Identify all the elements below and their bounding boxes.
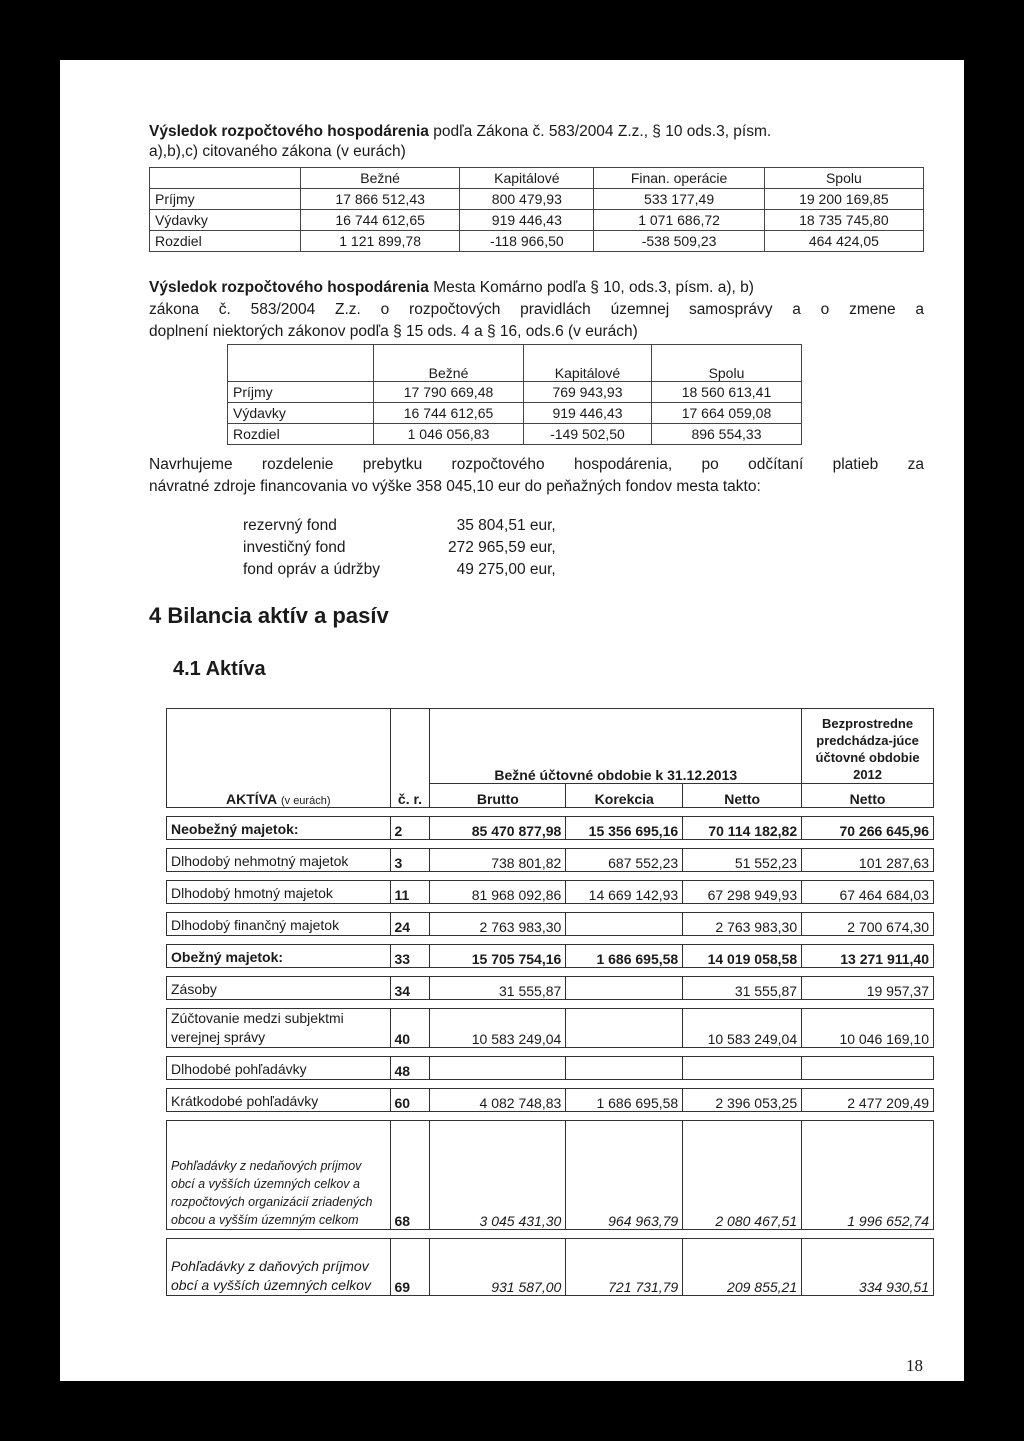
table-cell: 1 071 686,72 [594,210,764,231]
spacer-cell [683,808,802,817]
fund-name: fond opráv a údržby [243,561,381,578]
table-cell: 10 583 249,04 [430,1009,566,1048]
spacer-cell [683,1080,802,1089]
row-number: 24 [390,913,430,936]
spacer-cell [566,1048,683,1057]
row-number: 11 [390,881,430,904]
row-label: Rozdiel [228,424,374,445]
spacer-cell [390,1112,430,1121]
spacer-cell [802,1048,934,1057]
table-cell: 81 968 092,86 [430,881,566,904]
table-cell: 18 560 613,41 [651,382,801,403]
row-number: 3 [390,849,430,872]
spacer-cell [566,904,683,913]
row-label: Dlhodobý hmotný majetok [167,881,391,904]
table-cell: 2 080 467,51 [683,1121,802,1230]
table-cell: 2 700 674,30 [802,913,934,936]
spacer-cell [430,1230,566,1239]
spacer-cell [390,1080,430,1089]
row-label: Príjmy [228,382,374,403]
table-cell [566,913,683,936]
sub-header-netto-prev: Netto [802,783,934,807]
fund-amount: 272 965,59 eur, [448,539,556,556]
section1-title-line2: a),b),c) citovaného zákona (v eurách) [149,143,406,160]
table-cell: 17 664 059,08 [651,403,801,424]
table-row [167,1009,934,1048]
spacer-cell [430,1048,566,1057]
fund-name: investičný fond [243,539,346,556]
spacer-cell [802,1112,934,1121]
current-period-header: Bežné účtovné obdobie k 31.12.2013 [430,709,802,784]
spacer-cell [430,840,566,849]
section2-title-line2: zákona č. 583/2004 Z.z. o rozpočtových pravidlách územnej samosprávy a o zmene a [149,301,924,318]
spacer-cell [566,872,683,881]
table-cell: 16 744 612,65 [301,210,460,231]
spacer-cell [566,1230,683,1239]
spacer-cell [683,936,802,945]
table-cell: 1 046 056,83 [374,424,524,445]
table-cell: 721 731,79 [566,1239,683,1296]
table-cell [802,1057,934,1080]
spacer-cell [802,1000,934,1009]
table-cell: 2 763 983,30 [683,913,802,936]
row-number: 33 [390,945,430,968]
spacer-cell [683,1000,802,1009]
table-header-cell: Finan. operácie [594,168,764,189]
table-cell: 51 552,23 [683,849,802,872]
table-cell: -118 966,50 [460,231,594,252]
section2-title-line3: doplnení niektorých zákonov podľa § 15 ods. 4 a § 16, ods.6 (v eurách) [149,323,638,340]
spacer-cell [430,936,566,945]
fund-row [243,559,556,581]
spacer-cell [390,840,430,849]
table-cell: -538 509,23 [594,231,764,252]
sub-header-korekcia: Korekcia [566,783,683,807]
table-cell: 769 943,93 [524,382,652,403]
spacer-cell [430,1000,566,1009]
row-spacer [167,1048,934,1057]
spacer-cell [167,872,391,881]
fund-row [243,515,556,537]
spacer-cell [683,1112,802,1121]
section1-title [149,122,771,142]
section2-title [149,278,754,298]
table-cell: 2 477 209,49 [802,1089,934,1112]
table-header-cell: Spolu [651,345,801,382]
table-cell: 14 019 058,58 [683,945,802,968]
spacer-cell [683,1230,802,1239]
spacer-cell [802,1230,934,1239]
spacer-cell [683,872,802,881]
table-cell: 2 396 053,25 [683,1089,802,1112]
table-row [167,913,934,936]
spacer-cell [167,840,391,849]
table-header-cell: Spolu [764,168,923,189]
table-cell: 10 046 169,10 [802,1009,934,1048]
row-spacer [167,936,934,945]
spacer-cell [390,936,430,945]
spacer-cell [167,1048,391,1057]
row-spacer [167,1112,934,1121]
table-cell: 1 996 652,74 [802,1121,934,1230]
spacer-cell [802,872,934,881]
table-row [150,231,924,252]
row-label: Krátkodobé pohľadávky [167,1089,391,1112]
spacer-cell [566,1112,683,1121]
table-cell: 13 271 911,40 [802,945,934,968]
section2-title-rest: Mesta Komárno podľa § 10, ods.3, písm. a), b) [428,279,754,296]
spacer-cell [802,936,934,945]
table-cell: 334 930,51 [802,1239,934,1296]
table-row [167,945,934,968]
table-row [167,1057,934,1080]
section2-table [227,344,802,445]
col-cr-header: č. r. [390,709,430,808]
spacer-cell [430,904,566,913]
row-spacer [167,904,934,913]
spacer-cell [802,840,934,849]
row-number: 69 [390,1239,430,1296]
row-number: 60 [390,1089,430,1112]
table-cell: 18 735 745,80 [764,210,923,231]
row-label: Obežný majetok: [167,945,391,968]
table-cell: 4 082 748,83 [430,1089,566,1112]
spacer-cell [802,904,934,913]
row-number: 68 [390,1121,430,1230]
table-cell: 31 555,87 [683,977,802,1000]
table-cell: 19 957,37 [802,977,934,1000]
col-aktiva-label: AKTÍVA [226,791,278,807]
spacer-cell [390,904,430,913]
prev-period-header: Bezprostredne predchádza-júce účtovné obdobie 2012 [802,709,934,784]
table-cell: 67 464 684,03 [802,881,934,904]
row-label: Zúčtovanie medzi subjektmi verejnej správy [167,1009,391,1048]
spacer-cell [167,808,391,817]
spacer-cell [566,936,683,945]
table-cell [566,1009,683,1048]
section1-table [149,167,924,252]
row-number: 40 [390,1009,430,1048]
table-cell: 687 552,23 [566,849,683,872]
spacer-cell [430,808,566,817]
row-spacer [167,1230,934,1239]
spacer-cell [802,968,934,977]
table-cell: 931 587,00 [430,1239,566,1296]
col-aktiva-header [167,709,391,808]
table-cell: 67 298 949,93 [683,881,802,904]
spacer-cell [167,1080,391,1089]
section1-title-bold: Výsledok rozpočtového hospodárenia [149,123,429,140]
table-header-cell: Kapitálové [524,345,652,382]
col-aktiva-unit: (v eurách) [280,795,331,807]
row-number: 34 [390,977,430,1000]
spacer-cell [802,1080,934,1089]
row-label: Príjmy [150,189,301,210]
spacer-cell [802,808,934,817]
row-label: Výdavky [150,210,301,231]
table-cell: 533 177,49 [594,189,764,210]
spacer-cell [390,1230,430,1239]
table-cell: 10 583 249,04 [683,1009,802,1048]
table-cell: 919 446,43 [460,210,594,231]
document-page [60,60,964,1381]
table-cell: 1 121 899,78 [301,231,460,252]
proposal-line2: návratné zdroje financovania vo výške 358 045,10 eur do peňažných fondov mesta takto: [149,478,761,495]
heading-section-4: 4 Bilancia aktív a pasív [149,603,389,628]
table-cell: 2 763 983,30 [430,913,566,936]
table-cell: 16 744 612,65 [374,403,524,424]
table-header-row [228,345,802,382]
row-spacer [167,968,934,977]
row-label: Dlhodobý finančný majetok [167,913,391,936]
proposal-line1: Navrhujeme rozdelenie prebytku rozpočtového hospodárenia, po odčítaní platieb za [149,456,924,473]
spacer-cell [566,1000,683,1009]
table-cell: 3 045 431,30 [430,1121,566,1230]
fund-row [243,537,556,559]
spacer-cell [566,968,683,977]
table-cell: 800 479,93 [460,189,594,210]
section1-title-rest: podľa Zákona č. 583/2004 Z.z., § 10 ods.3, písm. [428,123,772,140]
fund-amount: 49 275,00 eur, [456,561,556,578]
assets-table [166,708,934,1296]
spacer-cell [390,872,430,881]
spacer-cell [390,1000,430,1009]
spacer-cell [167,1230,391,1239]
assets-header-row [167,709,934,784]
section2-title-bold: Výsledok rozpočtového hospodárenia [149,279,429,296]
table-header-cell [150,168,301,189]
sub-header-brutto: Brutto [430,783,566,807]
assets-rows [167,808,934,1296]
row-label: Pohľadávky z daňových príjmov obcí a vyšších územných celkov [167,1239,391,1296]
table-cell: -149 502,50 [524,424,652,445]
row-number: 2 [390,817,430,840]
spacer-cell [390,808,430,817]
row-label: Dlhodobé pohľadávky [167,1057,391,1080]
row-spacer [167,872,934,881]
spacer-cell [683,968,802,977]
table-header-row [150,168,924,189]
spacer-cell [566,1080,683,1089]
spacer-cell [167,1112,391,1121]
table-cell: 464 424,05 [764,231,923,252]
table-cell: 85 470 877,98 [430,817,566,840]
table-cell: 15 356 695,16 [566,817,683,840]
table-header-cell: Bežné [301,168,460,189]
table-row [167,817,934,840]
table-cell: 15 705 754,16 [430,945,566,968]
table-cell: 1 686 695,58 [566,1089,683,1112]
fund-amount: 35 804,51 eur, [456,517,556,534]
spacer-cell [390,968,430,977]
table-cell: 1 686 695,58 [566,945,683,968]
row-label: Výdavky [228,403,374,424]
page-number: 18 [906,1356,923,1375]
table-cell [566,1057,683,1080]
table-row [228,382,802,403]
table-cell: 70 266 645,96 [802,817,934,840]
table-cell: 919 446,43 [524,403,652,424]
spacer-cell [390,1048,430,1057]
row-label: Zásoby [167,977,391,1000]
table-row [167,977,934,1000]
table-header-cell [228,345,374,382]
spacer-cell [167,968,391,977]
spacer-cell [167,936,391,945]
spacer-cell [430,872,566,881]
row-label: Pohľadávky z nedaňových príjmov obcí a vyšších územných celkov a rozpočtových organizácií zriadených obcou a vyšším územným celkom [167,1121,391,1230]
table-cell [683,1057,802,1080]
spacer-cell [683,904,802,913]
table-header-cell: Bežné [374,345,524,382]
table-cell: 964 963,79 [566,1121,683,1230]
row-spacer [167,808,934,817]
table-row [167,1239,934,1296]
table-cell: 896 554,33 [651,424,801,445]
table-row [167,849,934,872]
table-row [167,1121,934,1230]
table-cell: 209 855,21 [683,1239,802,1296]
table-row [150,189,924,210]
table-cell: 17 790 669,48 [374,382,524,403]
table-cell: 14 669 142,93 [566,881,683,904]
spacer-cell [566,808,683,817]
row-number: 48 [390,1057,430,1080]
spacer-cell [683,1048,802,1057]
table-header-cell: Kapitálové [460,168,594,189]
table-row [167,881,934,904]
table-row [150,210,924,231]
table-cell: 738 801,82 [430,849,566,872]
row-label: Rozdiel [150,231,301,252]
table-cell: 70 114 182,82 [683,817,802,840]
row-label: Dlhodobý nehmotný majetok [167,849,391,872]
row-spacer [167,1080,934,1089]
table-cell [430,1057,566,1080]
table-row [167,1089,934,1112]
table-cell: 31 555,87 [430,977,566,1000]
sub-header-netto: Netto [683,783,802,807]
table-row [228,424,802,445]
table-row [228,403,802,424]
spacer-cell [566,840,683,849]
table-cell: 17 866 512,43 [301,189,460,210]
table-cell: 101 287,63 [802,849,934,872]
funds-list [243,515,556,581]
spacer-cell [430,1112,566,1121]
spacer-cell [683,840,802,849]
row-label: Neobežný majetok: [167,817,391,840]
spacer-cell [167,904,391,913]
spacer-cell [167,1000,391,1009]
table-cell: 19 200 169,85 [764,189,923,210]
row-spacer [167,1000,934,1009]
fund-name: rezervný fond [243,517,337,534]
table-cell [566,977,683,1000]
row-spacer [167,840,934,849]
spacer-cell [430,968,566,977]
heading-section-4-1: 4.1 Aktíva [173,658,266,680]
spacer-cell [430,1080,566,1089]
